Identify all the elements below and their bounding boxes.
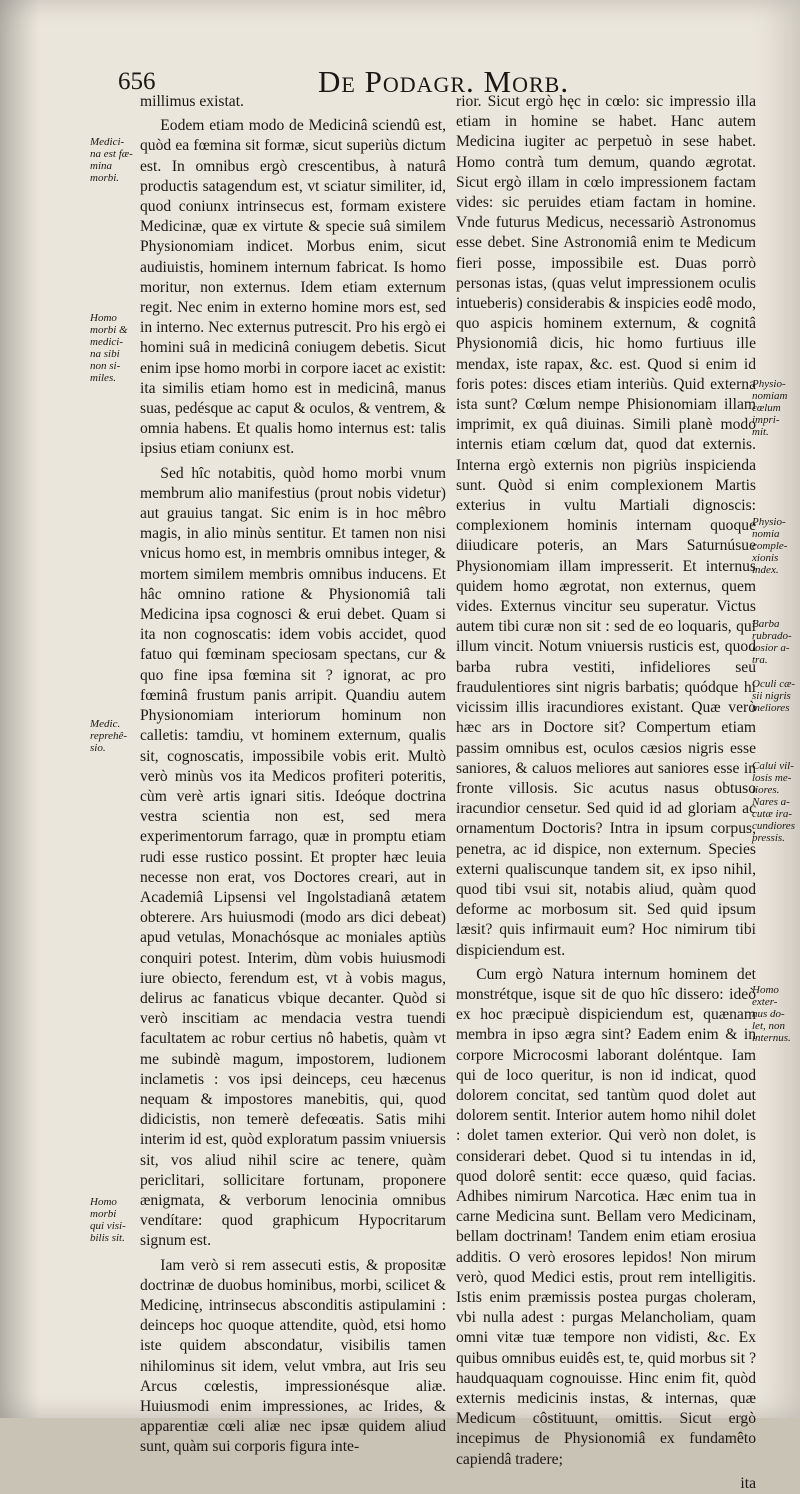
marginal-note-line: sii nigris: [752, 690, 791, 702]
marginal-note-line: cutæ ira-: [752, 808, 793, 820]
paragraph: millimus existat.: [140, 93, 244, 110]
marginal-note-line: nomia: [752, 528, 780, 540]
marginal-note: [752, 984, 800, 1044]
gutter-shadow: [0, 0, 40, 1418]
marginal-note: [752, 378, 800, 438]
marginal-note-line: miles.: [90, 372, 116, 384]
marginal-note-line: non si-: [90, 360, 121, 372]
marginal-note-line: comple-: [752, 540, 788, 552]
marginal-note-line: na sibi: [90, 348, 120, 360]
marginal-note: [752, 618, 800, 666]
marginal-note-line: Physio-: [752, 516, 786, 528]
marginal-note-line: qui visi-: [90, 1220, 126, 1232]
marginal-note-line: Homo: [752, 984, 779, 996]
marginal-note-line: Nares a-: [752, 796, 790, 808]
marginal-note-line: sio.: [90, 742, 106, 754]
marginal-note-line: Homo: [90, 1196, 117, 1208]
marginal-note-line: xionis: [752, 552, 779, 564]
page-number: 656: [118, 68, 156, 95]
marginal-note-line: losis me-: [752, 772, 792, 784]
marginal-note: [90, 718, 138, 754]
marginal-note-line: Calui vil-: [752, 760, 794, 772]
marginal-note-line: let, non: [752, 1020, 785, 1032]
marginal-note-line: impri-: [752, 414, 780, 426]
marginal-note-line: nomiam: [752, 390, 788, 402]
paragraph: Sed hîc notabitis, quòd homo morbi vnum membrum alio manifestius (prout nobis videtur) aut grauius tangat. Sic enim is in hoc mêbro magis, in alio minùs sentitur. Et tamen non nisi vnicus homo est, in membris omnibus integer, & mortem similem membris omnibus inducens. Et hâc omnino ratione & Physionomiâ tali Medicina ipsa cognosci & erui debet. Quam si ita non cognoscatis: idem vobis accidet, quod fatuo qui fœminam speciosam spectans, cur & quo fine ipsa fœmina sit ? ignorat, ac pro fœminâ frustum panis arripit. Quandiu autem Physionomiam interiorum hominum non calletis: tamdiu, vt hominem externum, qualis sit, cognoscatis, impossibile vobis erit. Multò verò minùs vos ita Medicos profiteri poteritis, cùm verè artis ignari sitis. Ideóque doctrina vestra scientia non est, sed mera experimentorum farrago, quæ in promptu etiam rudi esse rustico possint. Et propter hæc leuia necesse non erat, vos Doctores creari, aut in Academiâ Lipsensi vel Ingolstadianâ ætatem obterere. Ars huiusmodi (modo ars dici debeat) apud vetulas, Monachósque ac moniales aptiùs conquiri potest. Interim, dùm vobis huiusmodi iure obiecto, ferendum est, vt à vobis magus, delirus ac fanaticus vbique decanter. Quòd si verò inscitiam ac mendacia vestra tuendi facultatem ac robur certius nô habetis, quàm vt me subindè magum, impostorem, ludionem inclametis : vos ipsi deinceps, ceu hæcenus nequam & impostores manebitis, qui, quod didicistis, non temerè defeœatis. Satis mihi interim id est, quòd exploratum passim vniuersis sit, vos aliud nihil scire ac tenere, quàm periclitari, sollicitare fortunam, proponere ænigmata, & verborum lenocinia omnibus vendítare: quod graphicum Hypocritarum signum est.: [140, 464, 446, 1250]
marginal-note-line: Homo: [90, 312, 117, 324]
marginal-note-line: morbi: [90, 1208, 117, 1220]
marginal-note-line: index.: [752, 564, 779, 576]
marginal-note-line: Physio-: [752, 378, 786, 390]
marginal-note-line: cundiores: [752, 820, 795, 832]
marginal-note-line: rubrado-: [752, 630, 792, 642]
marginal-note-line: liores.: [752, 784, 780, 796]
marginal-note-line: reprehê-: [90, 730, 128, 742]
marginal-note-line: na est fæ-: [90, 148, 133, 160]
running-title: De Podagr. Morb.: [318, 64, 570, 99]
marginal-note-line: tra.: [752, 654, 768, 666]
marginal-note: [752, 678, 800, 714]
left-text-column: [140, 92, 446, 1458]
marginal-note-line: morbi.: [90, 172, 120, 184]
marginal-note-line: Medici-: [90, 136, 125, 148]
marginal-note-line: morbi &: [90, 324, 128, 336]
paragraph: rior. Sicut ergò hęc in cœlo: sic impressio illa etiam in homine se habet. Hanc autem Medicina iugiter ac perpetuò in sese habet. Homo contrà tum demum, quando ægrotat. Sicut ergò illam in cœlo impressionem factam vides: sic peruides etiam factam in homine. Vnde futurus Medicus, necessariò Astronomus esse debet. Sine Astronomiâ enim te Medicum fieri posse, impossibile est. Duas porrò personas istas, (quas velut impressionem oculis intueberis) considerabis & inspicies eodê modo, quo aspicis hominem externum, & cognitâ Physionomiâ dicis, hic homo furtiuus ille mendax, iste rapax, &c. est. Quod si enim id foris potes: disces etiam interiùs. Quid externa ista sunt? Cœlum nempe Phisionomiam illam imprimit, ex quâ diuinas. Simili planè modo internis etiam cœlum dat, quod dat externis. Interna ergò externis non pigriùs inspicienda sunt. Quòd si enim complexionem Martis exterius in vultu Martiali dignoscis: complexionem hominis internam quoque diiudicare poteris, an Mars Saturnúsue Physionomiam illam impresserit. Et internus quidem homo ægrotat, non externus, quem vides. Externus vincitur seu superatur. Victus autem tibi curæ non sit : sed de eo loquaris, qui illum vincit. Notum vniuersis rusticis est, quod barba rubra vestiti, infideliores seu fraudulentiores sint nigris barbatis; quódque hi vicissim illis iracundiores existant. Quæ verò hæc ars in Doctore sit? Compertum etiam passim omnibus est, oculos cæsios nigris esse saniores, & caluos meliores aut saniores esse in fronte villosis. Sic acutus nasus obtuso iracundior censetur. Sed quid id ad gloriam ac ornamentum Doctoris? Intra in ipsum corpus, penetra, ac id dispice, non externum. Species externi qualiscunque tandem sit, ex ipso nihil, quod tibi vsui sit, notabis aliud, quàm quod deforme ac morbosum sit. Sed quid ipsum læsit? quis infirmauit eum? Hoc nimirum tibi dispiciendum est.: [456, 93, 756, 959]
marginal-note-line: mina: [90, 160, 112, 172]
marginal-note-line: mit.: [752, 426, 769, 438]
marginal-note-line: Oculi cæ-: [752, 678, 796, 690]
paragraph: Iam verò si rem assecuti estis, & propositæ doctrinæ de duobus hominibus, morbi, scilicet & Medicinę, intrinsecus absconditis astipulamini : deinceps hoc quoque attendite, quòd, etsi homo iste quidem abscondatur, visibilis tamen nihilominus sit idem, velut vmbra, aut Iris seu Arcus cœlestis, impressionésque aliæ. Huiusmodi enim impressiones, ac Irides, & apparentiæ cœli aliæ nec ipsæ quidem aliud sunt, quàm sui corporis figura inte-: [140, 1256, 446, 1456]
marginal-note-line: exter-: [752, 996, 778, 1008]
marginal-note: [90, 312, 138, 384]
marginal-note-line: losior a-: [752, 642, 790, 654]
marginal-note-line: meliores: [752, 702, 790, 714]
paragraph: Eodem etiam modo de Medicinâ sciendû est, quòd ea fœmina sit formæ, sicut superiùs dictum est. In omnibus ergò crescentibus, à naturâ productis satagendum est, vt sciatur similiter, id, quod coniunx intrinsecus est, formam existere Medicinæ, quæ ex virtute & specie suâ similem Physionomiam indicet. Morbus enim, sicut audiuistis, hominem internum fabricat. Is homo moritur, non externus. Idem etiam externum regit. Nec enim in externo homine mors est, sed in interno. Nec externus putrescit. Pro his ergò ei homini suâ in medicinâ coniugem debetis. Sicut enim ipse homo morbi in corpore iacet ac existit: ita similis etiam homo est in medicinâ, manus suas, pedésque ac caput & oculos, & ventrem, & omnia habens. Et qualis homo internus est: talis ipsius etiam coniunx est.: [140, 117, 446, 458]
marginal-note-line: Barba: [752, 618, 780, 630]
marginal-note-line: pressis.: [752, 832, 785, 844]
marginal-note-line: Medic.: [90, 718, 121, 730]
marginal-note: [752, 516, 800, 576]
marginal-note-line: bilis sit.: [90, 1232, 125, 1244]
right-text-column: [456, 92, 756, 1494]
marginal-note-line: cœlum: [752, 402, 781, 414]
marginal-note: [90, 136, 138, 184]
marginal-note-line: medici-: [90, 336, 123, 348]
marginal-note-line: internus.: [752, 1032, 791, 1044]
paragraph: Cum ergò Natura internum hominem det monstrétque, isque sit de quo hîc dissero: ideò ex hoc præcipuè dispiciendum est, quænam membra in ipso ægra sint? Eadem enim & in corpore Microcosmi laborant doléntque. Iam qui de loco queritur, is non id indicat, quod dolorem concitat, sed tantùm quod dolet aut dolorem sentit. Interior autem homo nihil dolet : dolet tamen exterior. Qui verò non dolet, is considerari debet. Quod si tu intendas in id, quod dolorê sentit: ecce quæso, quid facias. Adhibes nimirum Narcotica. Hæc enim tua in carne Medicina sunt. Bellam vero Medicinam, bellam doctrinam! Tandem enim etiam erosiua additis. O verò erosores lepidos! Non mirum verò, quod Medici estis, prout rem intelligitis. Istis enim præmissis postea purgas choleram, vbi nulla adest : purgas Melancholiam, quam omni vitæ tuæ tempore non vidisti, &c. Ex quibus omnibus euidês est, te, quid morbus sit ? haudquaquam cognouisse. Hinc enim fit, quòd externis medicinis instas, & internas, quæ Medicum côstituunt, omittis. Sicut ergò incepimus de Physionomiâ ex fundamêto capiendâ tradere;: [456, 965, 756, 1468]
catchword: ita: [740, 1474, 756, 1492]
marginal-note-line: nus do-: [752, 1008, 785, 1020]
marginal-note: [752, 760, 800, 844]
marginal-note: [90, 1196, 138, 1244]
